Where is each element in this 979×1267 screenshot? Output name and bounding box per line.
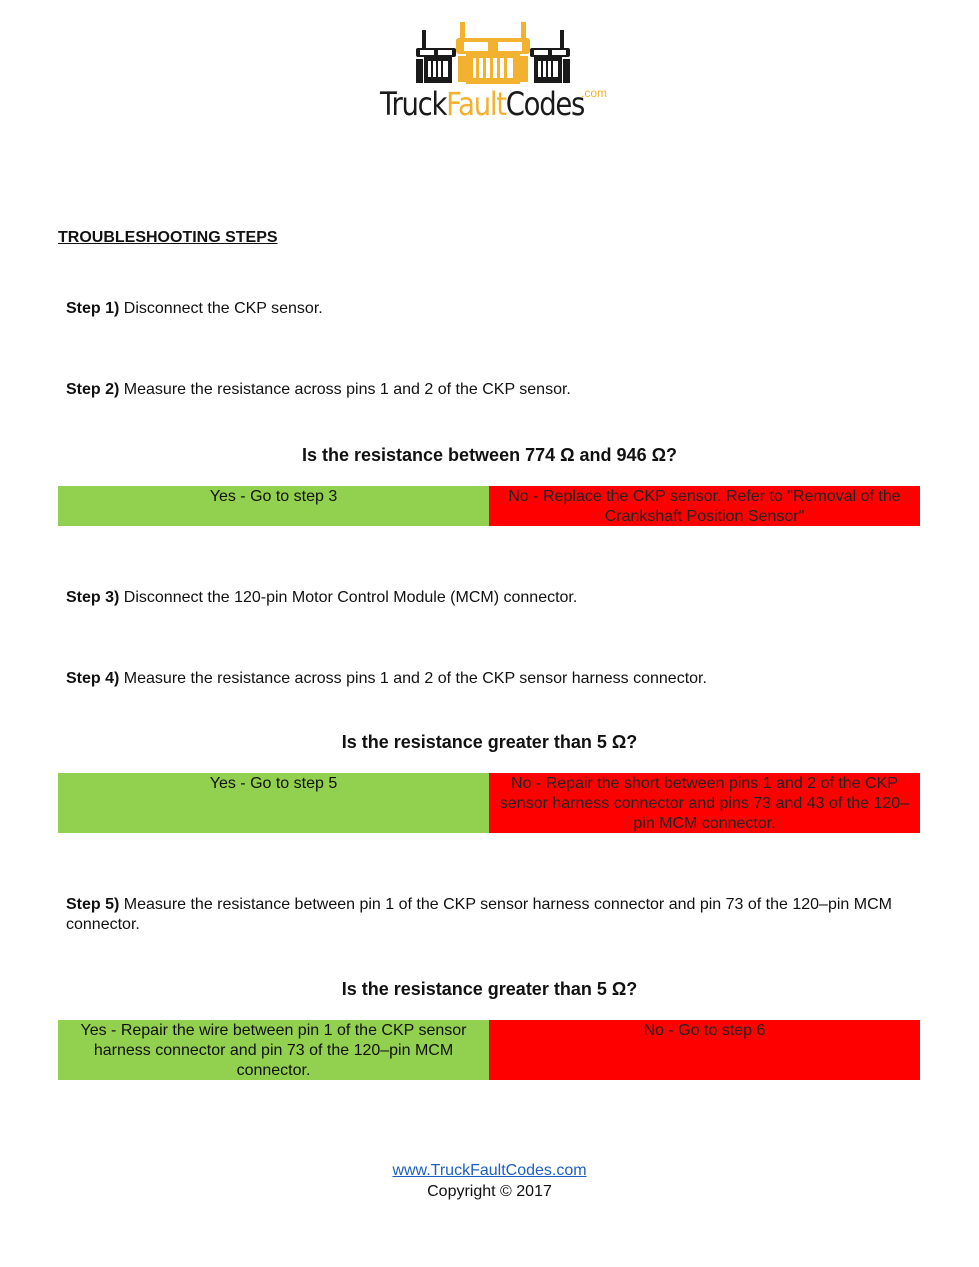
truckfaultcodes-logo (378, 18, 608, 130)
logo-wordmark: TruckFaultCodes (380, 85, 585, 123)
no-answer: No - Go to step 6 (489, 1020, 920, 1080)
answer-row-1 (58, 486, 920, 526)
website-link[interactable]: www.TruckFaultCodes.com (392, 1162, 587, 1179)
step-4 (66, 669, 916, 689)
answer-row-3 (58, 1020, 920, 1080)
no-answer: No - Replace the CKP sensor. Refer to "Removal of the Crankshaft Position Sensor" (489, 486, 920, 526)
step-label: Step 3) (66, 589, 120, 606)
step-text: Measure the resistance across pins 1 and 2 of the CKP sensor harness connector. (119, 670, 707, 687)
question-1: Is the resistance between 774 Ω and 946 Ω? (301, 445, 678, 465)
step-3 (66, 588, 916, 608)
step-label: Step 2) (66, 381, 120, 398)
section-title: TROUBLESHOOTING STEPS (58, 229, 278, 246)
yes-answer: Yes - Go to step 5 (58, 773, 489, 833)
step-1 (66, 299, 916, 319)
step-2 (66, 380, 916, 400)
step-5 (66, 895, 916, 935)
truck-logo-icon (378, 18, 608, 88)
copyright-text: Copyright © 2017 (427, 1183, 552, 1200)
no-answer: No - Repair the short between pins 1 and 2 of the CKP sensor harness connector and pins 73 and 43 of the 120–pin MCM connector. (489, 773, 920, 833)
step-label: Step 1) (66, 300, 120, 317)
step-text: Disconnect the 120-pin Motor Control Module (MCM) connector. (119, 589, 578, 606)
step-label: Step 4) (66, 670, 120, 687)
yes-answer: Yes - Repair the wire between pin 1 of the CKP sensor harness connector and pin 73 of the 120–pin MCM connector. (58, 1020, 489, 1080)
step-text: Measure the resistance between pin 1 of the CKP sensor harness connector and pin 73 of the 120–pin MCM connector. (66, 896, 892, 933)
question-3: Is the resistance greater than 5 Ω? (341, 979, 638, 999)
logo-com: .com (581, 86, 608, 100)
answer-row-2 (58, 773, 920, 833)
step-label: Step 5) (66, 896, 120, 913)
step-text: Disconnect the CKP sensor. (119, 300, 323, 317)
yes-answer: Yes - Go to step 3 (58, 486, 489, 526)
step-text: Measure the resistance across pins 1 and 2 of the CKP sensor. (119, 381, 571, 398)
question-2: Is the resistance greater than 5 Ω? (341, 732, 638, 752)
footer (0, 1160, 979, 1202)
